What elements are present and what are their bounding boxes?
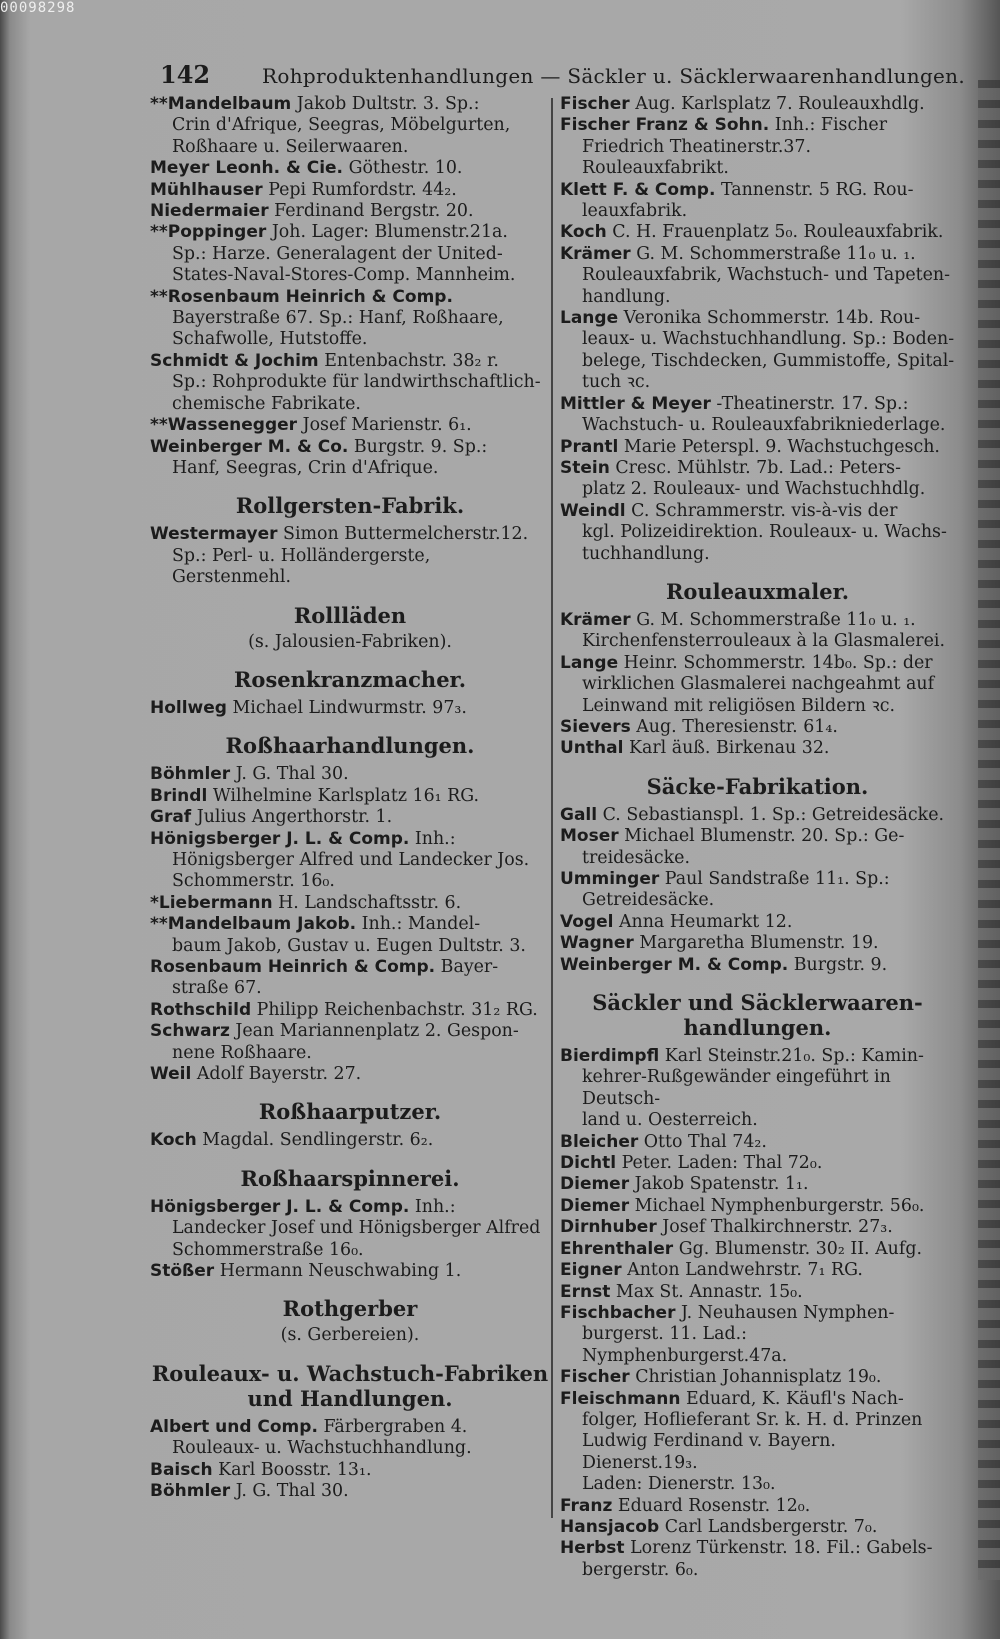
entry-name: Brindl bbox=[150, 785, 208, 806]
directory-entry bbox=[150, 180, 550, 201]
directory-entry bbox=[150, 201, 550, 222]
entry-details: Hermann Neuschwabing 1. bbox=[219, 1261, 462, 1282]
entry-continuation: Kirchenfensterrouleaux à la Glasmalerei. bbox=[582, 631, 945, 652]
entry-continuation: Rouleaux- u. Wachstuchhandlung. bbox=[172, 1438, 472, 1459]
entry-name: Sievers bbox=[560, 716, 631, 737]
entry-name: **Mandelbaum bbox=[150, 94, 292, 114]
entry-details: Eduard, K. Käufl's Nach- bbox=[686, 1388, 904, 1409]
section-heading: Rouleaux- u. Wachstuch-Fabriken und Handlungen. bbox=[151, 1360, 549, 1411]
directory-entry bbox=[150, 1064, 550, 1085]
entry-continuation: burgerst. 11. Lad.: Nymphenburgerst.47a. bbox=[582, 1324, 788, 1366]
directory-entry bbox=[560, 955, 955, 976]
entry-details: Michael Blumenstr. 20. Sp.: Ge- bbox=[624, 826, 905, 847]
entry-details: Burgstr. 9. Sp.: bbox=[353, 436, 488, 457]
directory-entry bbox=[560, 1367, 955, 1388]
directory-entry bbox=[560, 1196, 955, 1217]
directory-entry bbox=[150, 807, 550, 828]
entry-details: -Theatinerstr. 17. Sp.: bbox=[716, 393, 909, 414]
entry-name: Umminger bbox=[560, 869, 660, 889]
directory-entry bbox=[560, 933, 955, 954]
directory-entry bbox=[560, 501, 955, 565]
entry-details: Magdal. Sendlingerstr. 6₂. bbox=[202, 1130, 434, 1151]
entry-name: Eigner bbox=[560, 1260, 622, 1281]
entry-name: Unthal bbox=[560, 738, 624, 759]
directory-entry bbox=[150, 764, 550, 785]
entry-details: Julius Angerthorstr. 1. bbox=[196, 807, 393, 828]
entry-continuation: Sp.: Rohprodukte für landwirthschaftlich- bbox=[172, 372, 541, 393]
directory-entry bbox=[560, 912, 955, 933]
entry-details: Tannenstr. 5 RG. Rou- bbox=[720, 179, 914, 200]
entry-continuation: States-Naval-Stores-Comp. Mannheim. bbox=[172, 265, 516, 286]
directory-entry bbox=[150, 1000, 550, 1021]
entry-name: Böhmler bbox=[150, 764, 231, 785]
directory-entry bbox=[150, 1417, 550, 1460]
entry-details: Philipp Reichenbachstr. 31₂ RG. bbox=[256, 999, 538, 1020]
entry-name: Ernst bbox=[560, 1281, 611, 1302]
entry-details: Paul Sandstraße 11₁. Sp.: bbox=[664, 869, 890, 889]
directory-entry bbox=[150, 1130, 550, 1151]
entry-name: Fischer bbox=[560, 1367, 630, 1388]
directory-entry bbox=[560, 94, 955, 115]
entry-continuation: Schommerstraße 16₀. bbox=[172, 1239, 364, 1260]
cross-reference: (s. Gerbereien). bbox=[280, 1325, 420, 1346]
directory-entry bbox=[560, 1538, 955, 1581]
directory-entry bbox=[560, 1517, 955, 1538]
entry-details: Joh. Lager: Blumenstr.21a. bbox=[271, 222, 508, 243]
entry-name: Baisch bbox=[150, 1459, 213, 1480]
entry-name: Weil bbox=[150, 1064, 192, 1085]
entry-details: Inh.: Fischer bbox=[774, 115, 888, 136]
entry-details: Ferdinand Bergstr. 20. bbox=[274, 201, 474, 222]
section-heading: Roßhaarhandlungen. bbox=[225, 733, 475, 759]
entry-name: Hönigsberger J. L. & Comp. bbox=[150, 1196, 410, 1217]
directory-entry bbox=[150, 222, 550, 286]
entry-name: Hansjacob bbox=[560, 1516, 660, 1537]
entry-details: Marie Peterspl. 9. Wachstuchgesch. bbox=[623, 436, 940, 457]
entry-name: Gall bbox=[560, 804, 598, 825]
entry-details: Jakob Spatenstr. 1₁. bbox=[634, 1174, 809, 1195]
directory-entry bbox=[150, 1460, 550, 1481]
running-head: Rohproduktenhandlungen — Säckler u. Säcklerwaarenhandlungen. bbox=[262, 64, 966, 88]
directory-entry bbox=[560, 244, 955, 308]
entry-details: Otto Thal 74₂. bbox=[643, 1131, 767, 1152]
entry-name: Meyer Leonh. & Cie. bbox=[150, 158, 344, 179]
directory-entry bbox=[150, 829, 550, 893]
entry-continuation: straße 67. bbox=[172, 978, 262, 999]
directory-entry bbox=[150, 158, 550, 179]
directory-entry bbox=[150, 287, 550, 351]
entry-continuation: Rouleauxfabrik, Wachstuch- und Tapeten- bbox=[582, 265, 950, 286]
entry-details: Bayer- bbox=[440, 957, 499, 977]
entry-continuation: bergerstr. 6₀. bbox=[582, 1559, 699, 1580]
directory-entry bbox=[560, 1153, 955, 1174]
directory-entry bbox=[150, 437, 550, 480]
directory-entry bbox=[150, 524, 550, 588]
entry-name: Albert und Comp. bbox=[150, 1416, 318, 1437]
entry-continuation: tuch ꝛc. bbox=[582, 372, 651, 393]
entry-name: Westermayer bbox=[150, 524, 278, 545]
entry-details: Entenbachstr. 38₂ r. bbox=[324, 350, 499, 371]
entry-name: Krämer bbox=[560, 609, 631, 630]
entry-name: Rothschild bbox=[150, 999, 252, 1020]
directory-entry bbox=[150, 957, 550, 1000]
directory-entry bbox=[560, 222, 955, 243]
cross-reference: (s. Jalousien-Fabriken). bbox=[248, 631, 452, 652]
entry-name: Stößer bbox=[150, 1261, 215, 1282]
entry-name: Böhmler bbox=[150, 1481, 231, 1502]
entry-continuation: Schafwolle, Hutstoffe. bbox=[172, 329, 368, 350]
entry-details: Josef Thalkirchnerstr. 27₃. bbox=[662, 1217, 893, 1238]
entry-name: Ehrenthaler bbox=[560, 1238, 674, 1259]
entry-details: Eduard Rosenstr. 12₀. bbox=[617, 1495, 811, 1516]
column-divider bbox=[551, 98, 553, 1518]
entry-details: Pepi Rumfordstr. 44₂. bbox=[268, 179, 457, 200]
entry-continuation: Getreidesäcke. bbox=[582, 890, 715, 911]
entry-continuation: leaux- u. Wachstuchhandlung. Sp.: Boden- bbox=[582, 329, 955, 350]
directory-entry bbox=[560, 308, 955, 394]
entry-name: Fischer bbox=[560, 94, 630, 114]
directory-entry bbox=[560, 1239, 955, 1260]
entry-name: **Rosenbaum Heinrich & Comp. bbox=[150, 286, 453, 307]
entry-continuation: Crin d'Afrique, Seegras, Möbelgurten, bbox=[172, 115, 511, 136]
entry-details: Gg. Blumenstr. 30₂ II. Aufg. bbox=[678, 1238, 922, 1259]
directory-entry bbox=[560, 394, 955, 437]
entry-name: Hönigsberger J. L. & Comp. bbox=[150, 828, 410, 849]
entry-details: J. Neuhausen Nymphen- bbox=[681, 1302, 895, 1323]
directory-entry bbox=[560, 1496, 955, 1517]
entry-name: Hollweg bbox=[150, 697, 227, 718]
directory-entry bbox=[560, 826, 955, 869]
entry-details: G. M. Schommerstraße 11₀ u. ₁. bbox=[636, 609, 916, 630]
entry-name: Lange bbox=[560, 652, 619, 673]
entry-name: Fleischmann bbox=[560, 1388, 681, 1409]
entry-details: Josef Marienstr. 6₁. bbox=[302, 415, 472, 436]
entry-details: Adolf Bayerstr. 27. bbox=[196, 1064, 362, 1085]
section-heading: Rouleauxmaler. bbox=[665, 578, 850, 604]
entry-name: Krämer bbox=[560, 243, 631, 264]
entry-details: G. M. Schommerstraße 11₀ u. ₁. bbox=[636, 243, 916, 264]
directory-entry bbox=[560, 115, 955, 179]
entry-continuation: Hanf, Seegras, Crin d'Afrique. bbox=[172, 457, 439, 478]
entry-continuation: wirklichen Glasmalerei nachgeahmt auf bbox=[582, 674, 935, 695]
entry-continuation: handlung. bbox=[582, 286, 671, 307]
entry-name: Stein bbox=[560, 457, 610, 478]
entry-name: Koch bbox=[560, 222, 607, 243]
entry-name: Diemer bbox=[560, 1174, 630, 1195]
entry-continuation: land u. Oesterreich. bbox=[582, 1110, 758, 1131]
entry-name: Herbst bbox=[560, 1538, 625, 1559]
entry-continuation: nene Roßhaare. bbox=[172, 1042, 312, 1063]
directory-entry bbox=[560, 653, 955, 717]
entry-details: Cresc. Mühlstr. 7b. Lad.: Peters- bbox=[615, 457, 901, 478]
right-column bbox=[560, 94, 955, 1581]
section-heading: Roßhaarspinnerei. bbox=[240, 1165, 460, 1191]
entry-continuation: platz 2. Rouleaux- und Wachstuchhdlg. bbox=[582, 479, 926, 500]
entry-continuation: Leinwand mit religiösen Bildern ꝛc. bbox=[582, 695, 896, 716]
entry-name: Weinberger M. & Co. bbox=[150, 436, 349, 457]
directory-entry bbox=[560, 610, 955, 653]
directory-entry bbox=[560, 458, 955, 501]
entry-continuation: Landecker Josef und Hönigsberger Alfred bbox=[172, 1218, 541, 1239]
directory-entry bbox=[560, 1174, 955, 1195]
archive-code: 00098298 bbox=[0, 0, 76, 16]
entry-details: J. G. Thal 30. bbox=[235, 1481, 349, 1502]
entry-details: C. Schrammerstr. vis-à-vis der bbox=[631, 500, 898, 521]
entry-name: Mittler & Meyer bbox=[560, 393, 711, 414]
directory-entry bbox=[560, 437, 955, 458]
directory-entry bbox=[150, 786, 550, 807]
entry-details: Christian Johannisplatz 19₀. bbox=[635, 1367, 882, 1388]
entry-details: Karl Steinstr.21₀. Sp.: Kamin- bbox=[664, 1046, 924, 1067]
entry-name: Niedermaier bbox=[150, 201, 269, 222]
directory-entry bbox=[150, 351, 550, 415]
entry-details: Lorenz Türkenstr. 18. Fil.: Gabels- bbox=[630, 1538, 933, 1559]
directory-entry bbox=[150, 914, 550, 957]
entry-details: Färbergraben 4. bbox=[323, 1416, 468, 1437]
entry-continuation: Roßhaare u. Seilerwaaren. bbox=[172, 136, 409, 157]
entry-details: Michael Nymphenburgerstr. 56₀. bbox=[634, 1195, 925, 1216]
entry-details: H. Landschaftsstr. 6. bbox=[278, 892, 462, 913]
entry-name: Weindl bbox=[560, 500, 626, 521]
entry-name: Dirnhuber bbox=[560, 1217, 657, 1238]
entry-details: Karl äuß. Birkenau 32. bbox=[628, 738, 830, 759]
entry-continuation: Sp.: Perl- u. Holländergerste, Gerstenmehl. bbox=[172, 545, 431, 588]
directory-entry bbox=[560, 180, 955, 223]
entry-continuation: Friedrich Theatinerstr.37. Rouleauxfabrikt. bbox=[582, 136, 812, 179]
entry-name: Fischer Franz & Sohn. bbox=[560, 115, 770, 136]
page-number: 142 bbox=[160, 60, 211, 89]
entry-name: Wagner bbox=[560, 933, 634, 954]
directory-entry bbox=[150, 893, 550, 914]
directory-entry bbox=[560, 1132, 955, 1153]
entry-name: Fischbacher bbox=[560, 1302, 676, 1323]
entry-continuation: tuchhandlung. bbox=[582, 543, 710, 564]
directory-entry bbox=[150, 415, 550, 436]
directory-entry bbox=[150, 1021, 550, 1064]
entry-name: Bierdimpfl bbox=[560, 1046, 660, 1067]
entry-name: Graf bbox=[150, 807, 192, 828]
directory-entry bbox=[560, 1303, 955, 1367]
entry-name: Bleicher bbox=[560, 1131, 639, 1152]
entry-name: Vogel bbox=[560, 911, 614, 932]
entry-details: C. H. Frauenplatz 5₀. Rouleauxfabrik. bbox=[612, 222, 944, 243]
section-heading: Rollläden bbox=[293, 602, 407, 628]
entry-details: Anna Heumarkt 12. bbox=[618, 911, 793, 932]
entry-name: *Liebermann bbox=[150, 892, 273, 913]
entry-name: Mühlhauser bbox=[150, 179, 263, 200]
entry-continuation: Hönigsberger Alfred und Landecker Jos. bbox=[172, 849, 530, 870]
entry-details: Inh.: Mandel- bbox=[361, 914, 481, 935]
entry-name: Klett F. & Comp. bbox=[560, 179, 716, 200]
entry-continuation: chemische Fabrikate. bbox=[172, 393, 361, 414]
entry-continuation: kgl. Polizeidirektion. Rouleaux- u. Wachs- bbox=[582, 522, 947, 543]
entry-details: Carl Landsbergerstr. 7₀. bbox=[664, 1516, 878, 1537]
directory-entry bbox=[560, 717, 955, 738]
entry-name: Diemer bbox=[560, 1195, 630, 1216]
directory-entry bbox=[560, 738, 955, 759]
entry-details: J. G. Thal 30. bbox=[235, 764, 349, 785]
entry-continuation: leauxfabrik. bbox=[582, 201, 688, 222]
entry-continuation: Bayerstraße 67. Sp.: Hanf, Roßhaare, bbox=[172, 308, 504, 329]
entry-details: Michael Lindwurmstr. 97₃. bbox=[232, 697, 467, 718]
directory-entry bbox=[150, 94, 550, 158]
entry-details: Simon Buttermelcherstr.12. bbox=[283, 524, 529, 545]
entry-name: Lange bbox=[560, 308, 619, 329]
entry-continuation: Laden: Dienerstr. 13₀. bbox=[582, 1474, 776, 1495]
entry-details: Veronika Schommerstr. 14b. Rou- bbox=[623, 308, 921, 329]
entry-name: Prantl bbox=[560, 436, 619, 457]
entry-name: Koch bbox=[150, 1130, 197, 1151]
entry-continuation: Wachstuch- u. Rouleauxfabrikniederlage. bbox=[582, 415, 946, 436]
directory-entry bbox=[560, 1046, 955, 1132]
entry-name: Rosenbaum Heinrich & Comp. bbox=[150, 957, 436, 977]
entry-continuation: Sp.: Harze. Generalagent der United- bbox=[172, 243, 503, 264]
section-heading: Rollgersten-Fabrik. bbox=[235, 493, 465, 519]
directory-entry bbox=[150, 1261, 550, 1282]
entry-name: **Poppinger bbox=[150, 222, 267, 243]
entry-continuation: baum Jakob, Gustav u. Eugen Dultstr. 3. bbox=[172, 935, 526, 956]
directory-entry bbox=[560, 1389, 955, 1496]
entry-continuation: Schommerstr. 16₀. bbox=[172, 871, 335, 892]
directory-entry bbox=[150, 1481, 550, 1502]
entry-continuation: folger, Hoflieferant Sr. k. H. d. Prinzen bbox=[582, 1409, 923, 1430]
entry-name: **Wassenegger bbox=[150, 415, 298, 436]
directory-entry bbox=[560, 1282, 955, 1303]
directory-entry bbox=[560, 1217, 955, 1238]
entry-details: Jean Mariannenplatz 2. Gespon- bbox=[235, 1021, 519, 1042]
entry-details: Aug. Theresienstr. 61₄. bbox=[636, 716, 838, 737]
entry-details: Jakob Dultstr. 3. Sp.: bbox=[296, 94, 480, 114]
entry-name: **Mandelbaum Jakob. bbox=[150, 914, 357, 935]
entry-name: Moser bbox=[560, 826, 619, 847]
directory-entry bbox=[150, 698, 550, 719]
entry-continuation: treidesäcke. bbox=[582, 847, 690, 868]
entry-details: Heinr. Schommerstr. 14b₀. Sp.: der bbox=[623, 652, 933, 673]
entry-continuation: belege, Tischdecken, Gummistoffe, Spital- bbox=[582, 350, 955, 371]
entry-name: Dichtl bbox=[560, 1153, 617, 1174]
adjacent-page-edge bbox=[978, 80, 1000, 1580]
entry-details: Inh.: bbox=[414, 828, 456, 849]
section-heading: Rothgerber bbox=[282, 1296, 418, 1322]
section-heading: Rosenkranzmacher. bbox=[233, 666, 466, 692]
entry-name: Schmidt & Jochim bbox=[150, 350, 319, 371]
entry-name: Weinberger M. & Comp. bbox=[560, 954, 789, 975]
entry-details: Anton Landwehrstr. 7₁ RG. bbox=[627, 1260, 863, 1281]
section-heading: Säckler und Säcklerwaaren-handlungen. bbox=[592, 990, 923, 1041]
entry-name: Schwarz bbox=[150, 1021, 230, 1042]
entry-details: Wilhelmine Karlsplatz 16₁ RG. bbox=[212, 785, 480, 806]
directory-entry bbox=[150, 1197, 550, 1261]
entry-continuation: Ludwig Ferdinand v. Bayern. Dienerst.19₃. bbox=[582, 1431, 836, 1473]
entry-details: Karl Boosstr. 13₁. bbox=[218, 1459, 372, 1480]
section-heading: Säcke-Fabrikation. bbox=[646, 773, 869, 799]
left-column bbox=[150, 94, 550, 1503]
entry-details: Max St. Annastr. 15₀. bbox=[615, 1281, 803, 1302]
entry-details: Peter. Laden: Thal 72₀. bbox=[621, 1153, 823, 1174]
directory-entry bbox=[560, 805, 955, 826]
entry-details: Burgstr. 9. bbox=[793, 954, 888, 975]
entry-details: C. Sebastianspl. 1. Sp.: Getreidesäcke. bbox=[602, 804, 945, 825]
entry-details: Aug. Karlsplatz 7. Rouleauxhdlg. bbox=[635, 94, 925, 114]
entry-name: Franz bbox=[560, 1495, 613, 1516]
directory-entry bbox=[560, 1260, 955, 1281]
entry-details: Inh.: bbox=[414, 1196, 456, 1217]
entry-details: Margaretha Blumenstr. 19. bbox=[639, 933, 879, 954]
entry-continuation: kehrer-Rußgewänder eingeführt in Deutsch- bbox=[582, 1067, 891, 1109]
section-heading: Roßhaarputzer. bbox=[258, 1099, 442, 1125]
directory-entry bbox=[560, 869, 955, 912]
entry-details: Göthestr. 10. bbox=[348, 158, 463, 179]
